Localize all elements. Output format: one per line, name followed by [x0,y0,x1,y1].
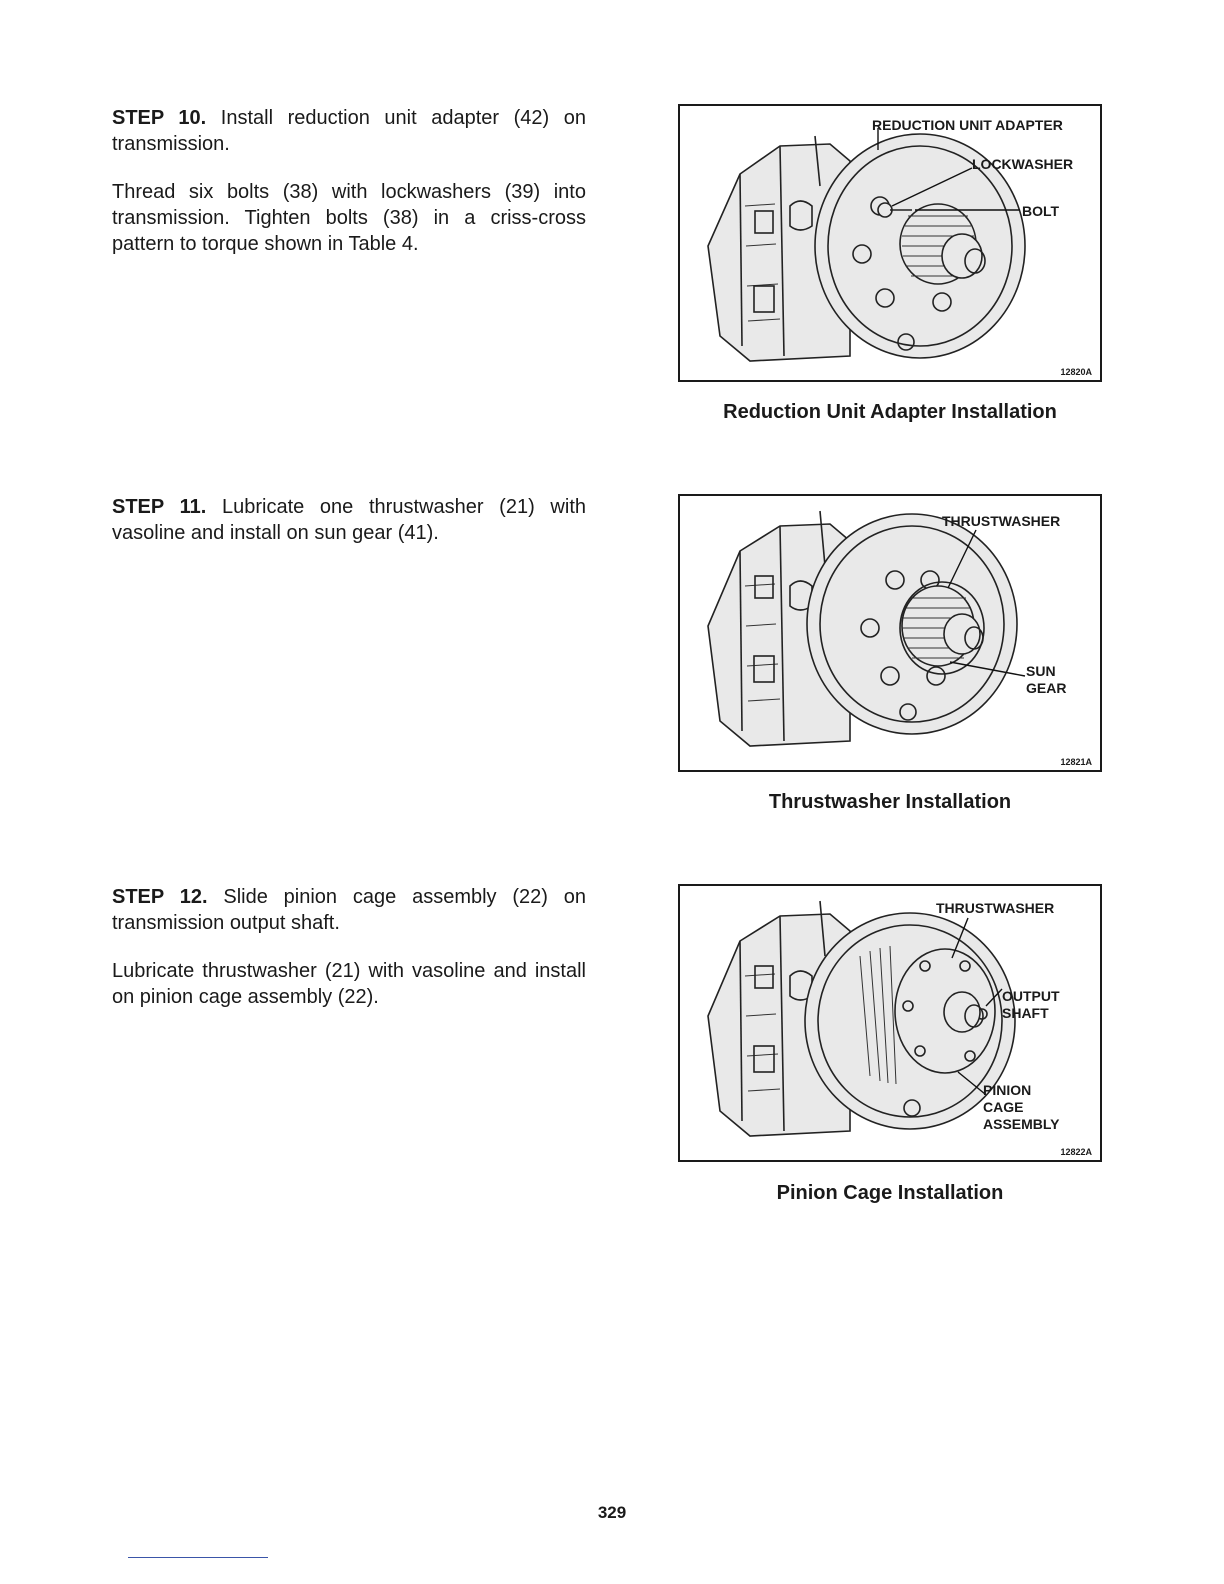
label-pinion: PINION [983,1082,1032,1098]
transmission-illustration-adapter [680,106,1100,380]
figure-caption-thrustwasher: Thrustwasher Installation [768,791,1012,813]
figure-code: 12821A [1060,757,1092,767]
label-sun: SUN [1026,663,1056,679]
figure-caption-pinion-cage: Pinion Cage Installation [776,1182,1004,1204]
step-10-label: STEP 10. [112,107,207,129]
step-12-instruction: Slide pinion cage assembly (22) on transmission output shaft. [112,886,587,934]
step-11-text [112,494,586,568]
label-lockwasher: LOCKWASHER [972,156,1074,172]
step-10-instruction: Install reduction unit adapter (42) on transmission. [112,107,586,155]
step-12-paragraph [112,884,586,936]
step-12-label: STEP 12. [112,886,208,908]
figure-thrustwasher [678,494,1102,772]
figure-code: 12820A [1060,367,1092,377]
label-thrustwasher: THRUSTWASHER [936,900,1055,916]
label-cage: CAGE [983,1099,1024,1115]
step-10-extra: Thread six bolts (38) with lockwashers (39) into transmission. Tighten bolts (38) in a criss-cross pattern to torque shown in Table 4. [112,181,586,255]
label-reduction-unit-adapter: REDUCTION UNIT ADAPTER [872,117,1063,133]
figure-reduction-unit-adapter [678,104,1102,382]
step-10-paragraph [112,105,586,157]
figure-pinion-cage [678,884,1102,1162]
label-gear: GEAR [1026,680,1067,696]
label-thrustwasher: THRUSTWASHER [942,513,1061,529]
step-11-label: STEP 11. [112,496,207,518]
label-shaft: SHAFT [1002,1005,1049,1021]
step-12-extra: Lubricate thrustwasher (21) with vasoline and install on pinion cage assembly (22). [112,960,586,1008]
label-bolt: BOLT [1022,203,1060,219]
page-number: 329 [597,1503,627,1522]
step-11-paragraph [112,494,586,546]
label-assembly: ASSEMBLY [983,1116,1060,1132]
step-12-text [112,884,586,1032]
footer-rule [128,1557,268,1558]
step-10-text [112,105,586,279]
figure-code: 12822A [1060,1147,1092,1157]
figure-caption-adapter: Reduction Unit Adapter Installation [723,401,1057,423]
step-11-instruction: Lubricate one thrustwasher (21) with vasoline and install on sun gear (41). [112,496,586,544]
transmission-illustration-thrustwasher [680,496,1100,770]
label-output: OUTPUT [1002,988,1060,1004]
